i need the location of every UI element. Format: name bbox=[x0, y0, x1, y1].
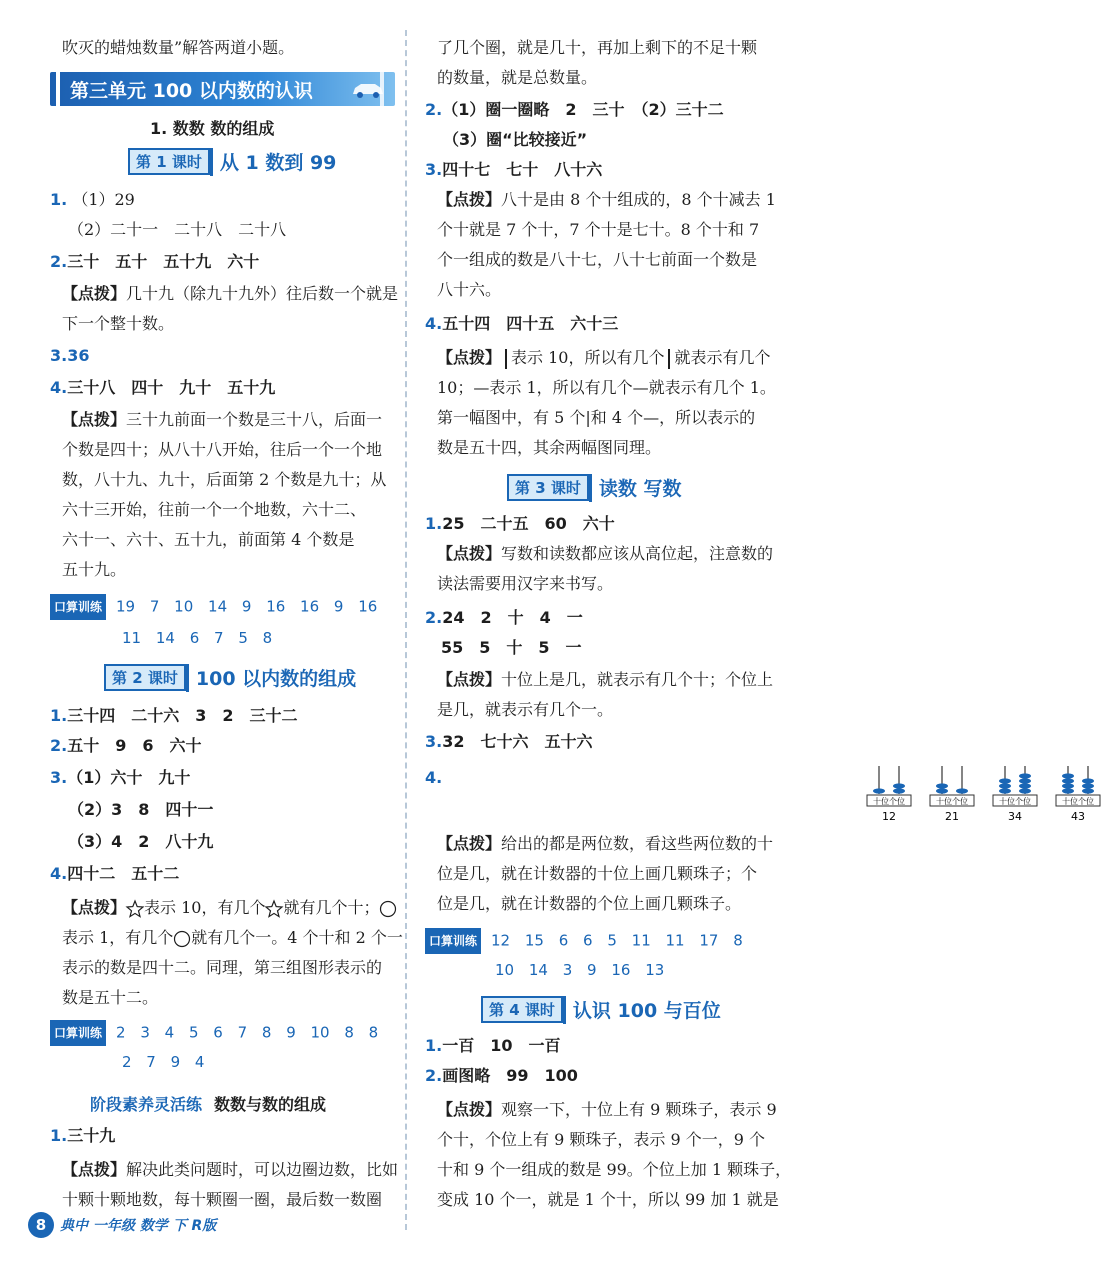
abacus-bead bbox=[999, 778, 1011, 783]
answer-line: 2.（1）圈一圈略 2 三十 （2）三十二 bbox=[425, 100, 724, 119]
abacus-bead bbox=[1062, 778, 1074, 783]
tip-text: 10；—表示 1，所以有几个—就表示有几个 1。 bbox=[437, 378, 776, 397]
oral-training: 口算训练 12 15 6 6 5 11 11 17 8 bbox=[425, 928, 743, 954]
abacus-bead bbox=[1082, 783, 1094, 788]
tip-text: 变成 10 个一，就是 1 个十，所以 99 加 1 就是 bbox=[437, 1190, 779, 1209]
answer-line: 3.36 bbox=[50, 346, 90, 365]
tip-text: 是几，就表示有几个一。 bbox=[437, 700, 614, 719]
tip-text: 数是五十四，其余两幅图同理。 bbox=[437, 438, 662, 457]
abacus-bead bbox=[936, 788, 948, 793]
circle-icon bbox=[173, 930, 191, 948]
tip-text: 【点拨】解决此类问题时，可以边圈边数，比如 bbox=[62, 1160, 399, 1179]
circle-icon bbox=[379, 900, 397, 918]
abacus-bead bbox=[1082, 778, 1094, 783]
tip-text: 的数量，就是总数量。 bbox=[437, 68, 598, 87]
tip-text: 下一个整十数。 bbox=[62, 314, 175, 333]
abacus-place-label: 十位个位 bbox=[936, 797, 968, 806]
answer-line: 1.三十四 二十六 3 2 三十二 bbox=[50, 706, 298, 725]
abacus-bead bbox=[1019, 788, 1031, 793]
lesson-tag: 第 4 课时 bbox=[481, 996, 563, 1023]
tip-text: 个十就是 7 个十，7 个十是七十。8 个十和 7 bbox=[437, 220, 760, 239]
tip-text: 个十，个位上有 9 颗珠子，表示 9 个一，9 个 bbox=[437, 1130, 765, 1149]
tip-text: 六十一、六十、五十九，前面第 4 个数是 bbox=[62, 530, 355, 549]
abacus-value-label: 21 bbox=[945, 810, 959, 823]
tip-text: 数是五十二。 bbox=[62, 988, 159, 1007]
lesson-3-header bbox=[507, 474, 682, 504]
column-divider bbox=[405, 30, 407, 1230]
footer-text: 典中 一年级 数学 下 R版 bbox=[60, 1218, 217, 1234]
abacus-bead bbox=[1019, 773, 1031, 778]
oral-numbers: 10 14 3 9 16 13 bbox=[495, 961, 665, 979]
answer-line: 2.三十 五十 五十九 六十 bbox=[50, 252, 260, 271]
tip-text: 【点拨】八十是由 8 个十组成的，8 个十减去 1 bbox=[437, 190, 776, 209]
tip-text: 【点拨】三十九前面一个数是三十八，后面一 bbox=[62, 410, 383, 429]
answer-line: 2.24 2 十 4 一 bbox=[425, 608, 583, 627]
stage-title: 阶段素养灵活练 数数与数的组成 bbox=[90, 1095, 327, 1114]
abacus-bead bbox=[999, 783, 1011, 788]
abacus-bead bbox=[893, 783, 905, 788]
lesson-tag: 第 2 课时 bbox=[104, 664, 186, 691]
answer-line: 3.四十七 七十 八十六 bbox=[425, 160, 603, 179]
lesson-tag: 第 1 课时 bbox=[128, 148, 210, 175]
answer-line: 2.画图略 99 100 bbox=[425, 1066, 578, 1085]
abacus-bead bbox=[1062, 783, 1074, 788]
answer-line: 4.四十二 五十二 bbox=[50, 864, 180, 883]
tip-text: 十和 9 个一组成的数是 99。个位上加 1 颗珠子， bbox=[437, 1160, 792, 1179]
answer-line: 1.三十九 bbox=[50, 1126, 116, 1145]
star-icon bbox=[265, 900, 283, 918]
answer-line: （3）4 2 八十九 bbox=[68, 832, 214, 851]
lesson-name: 从 1 数到 99 bbox=[219, 152, 337, 174]
lesson-4-header bbox=[481, 996, 721, 1026]
answer-line: （2）3 8 四十一 bbox=[68, 800, 214, 819]
oral-label: 口算训练 bbox=[425, 928, 481, 954]
abacus-bead bbox=[956, 788, 968, 793]
abacus-value-label: 34 bbox=[1008, 810, 1022, 823]
abacus-drawing bbox=[865, 764, 913, 826]
answer-line: 4.三十八 四十 九十 五十九 bbox=[50, 378, 276, 397]
answer-line: 1.25 二十五 60 六十 bbox=[425, 514, 615, 533]
tip-text: 【点拨】写数和读数都应该从高位起，注意数的 bbox=[437, 544, 774, 563]
tip-text: 八十六。 bbox=[437, 280, 502, 299]
oral-label: 口算训练 bbox=[50, 1020, 106, 1046]
answer-line: 4.五十四 四十五 六十三 bbox=[425, 314, 619, 333]
abacus-bead bbox=[1062, 773, 1074, 778]
tip-text: 【点拨】给出的都是两位数，看这些两位数的十 bbox=[437, 834, 774, 853]
tip-text: 第一幅图中，有 5 个|和 4 个—，所以表示的 bbox=[437, 408, 756, 427]
oral-label: 口算训练 bbox=[50, 594, 106, 620]
tip-text: 位是几，就在计数器的十位上画几颗珠子；个 bbox=[437, 864, 758, 883]
lesson-name: 认识 100 与百位 bbox=[572, 1000, 721, 1022]
abacus-bead bbox=[1082, 788, 1094, 793]
abacus-figure bbox=[991, 764, 1039, 826]
tip-text: 数，八十九、九十，后面第 2 个数是九十；从 bbox=[62, 470, 387, 489]
oral-training: 口算训练 19 7 10 14 9 16 16 9 16 bbox=[50, 594, 377, 620]
abacus-bead bbox=[1019, 783, 1031, 788]
answer-line: 55 5 十 5 一 bbox=[441, 638, 582, 657]
tip-text: 表示的数是四十二。同理，第三组图形表示的 bbox=[62, 958, 383, 977]
lesson-1-header bbox=[128, 148, 336, 178]
tip-text: 个数是四十；从八十八开始，往后一个一个地 bbox=[62, 440, 383, 459]
abacus-drawing bbox=[928, 764, 976, 826]
answer-line: 1.一百 10 一百 bbox=[425, 1036, 561, 1055]
oral-numbers: 11 14 6 7 5 8 bbox=[122, 629, 273, 647]
oral-numbers: 2 7 9 4 bbox=[122, 1053, 205, 1071]
oral-training: 口算训练 2 3 4 5 6 7 8 9 10 8 8 bbox=[50, 1020, 378, 1046]
lesson-name: 100 以内数的组成 bbox=[195, 668, 357, 690]
tip-text: 表示 1，有几个 就有几个一。4 个十和 2 个一 bbox=[62, 928, 403, 947]
abacus-figure bbox=[865, 764, 913, 826]
abacus-bead bbox=[1019, 778, 1031, 783]
tip-text: 【点拨】 表示 10，所以有几个 就表示有几个 bbox=[437, 348, 771, 367]
tip-text: 【点拨】观察一下，十位上有 9 颗珠子，表示 9 bbox=[437, 1100, 777, 1119]
unit-banner bbox=[50, 72, 395, 106]
tip-text: 五十九。 bbox=[62, 560, 127, 579]
tip-text: 十颗十颗地数，每十颗圈一圈，最后数一数圈 bbox=[62, 1190, 383, 1209]
vertical-stick-icon bbox=[505, 349, 507, 369]
abacus-place-label: 十位个位 bbox=[999, 797, 1031, 806]
star-icon bbox=[126, 900, 144, 918]
page-number: 8 bbox=[28, 1212, 54, 1238]
abacus-bead bbox=[893, 788, 905, 793]
answer-line: （3）圈“比较接近” bbox=[443, 130, 588, 149]
abacus-place-label: 十位个位 bbox=[1062, 797, 1094, 806]
tip-text: 【点拨】几十九（除九十九外）往后数一个就是 bbox=[62, 284, 399, 303]
tip-text: 了几个圈，就是几十，再加上剩下的不足十颗 bbox=[437, 38, 758, 57]
lesson-2-header bbox=[104, 664, 356, 694]
tip-text: 【点拨】 表示 10，有几个 就有几个十； bbox=[62, 896, 397, 920]
abacus-bead bbox=[999, 788, 1011, 793]
car-icon bbox=[351, 82, 385, 98]
tip-text: 读法需要用汉字来书写。 bbox=[437, 574, 614, 593]
abacus-place-label: 十位个位 bbox=[873, 797, 905, 806]
abacus-value-label: 12 bbox=[882, 810, 896, 823]
answer-line: （2）二十一 二十八 二十八 bbox=[68, 220, 287, 239]
abacus-value-label: 43 bbox=[1071, 810, 1085, 823]
answer-line: 3.32 七十六 五十六 bbox=[425, 732, 593, 751]
tip-text: 个一组成的数是八十七，八十七前面一个数是 bbox=[437, 250, 758, 269]
answer-line: 4. bbox=[425, 768, 443, 787]
banner-stripe bbox=[56, 72, 60, 106]
tip-text: 【点拨】十位上是几，就表示有几个十；个位上 bbox=[437, 670, 774, 689]
abacus-bead bbox=[873, 788, 885, 793]
abacus-drawing bbox=[991, 764, 1039, 826]
abacus-drawing bbox=[1054, 764, 1102, 826]
intro-text: 吹灭的蜡烛数量”解答两道小题。 bbox=[62, 38, 295, 57]
unit-title: 第三单元 100 以内数的认识 bbox=[70, 80, 313, 102]
abacus-figure bbox=[1054, 764, 1102, 826]
answer-line: 2.五十 9 6 六十 bbox=[50, 736, 202, 755]
section-title: 1. 数数 数的组成 bbox=[150, 119, 275, 138]
page-footer bbox=[28, 1212, 268, 1242]
answer-line: 3.（1）六十 九十 bbox=[50, 768, 191, 787]
lesson-name: 读数 写数 bbox=[598, 478, 682, 500]
tip-text: 六十三开始，往前一个一个地数，六十二、 bbox=[62, 500, 367, 519]
vertical-stick-icon bbox=[668, 349, 670, 369]
tip-text: 位是几，就在计数器的个位上画几颗珠子。 bbox=[437, 894, 742, 913]
abacus-bead bbox=[1062, 788, 1074, 793]
answer-line: 1. （1）29 bbox=[50, 190, 135, 209]
abacus-figure bbox=[928, 764, 976, 826]
abacus-bead bbox=[936, 783, 948, 788]
lesson-tag: 第 3 课时 bbox=[507, 474, 589, 501]
